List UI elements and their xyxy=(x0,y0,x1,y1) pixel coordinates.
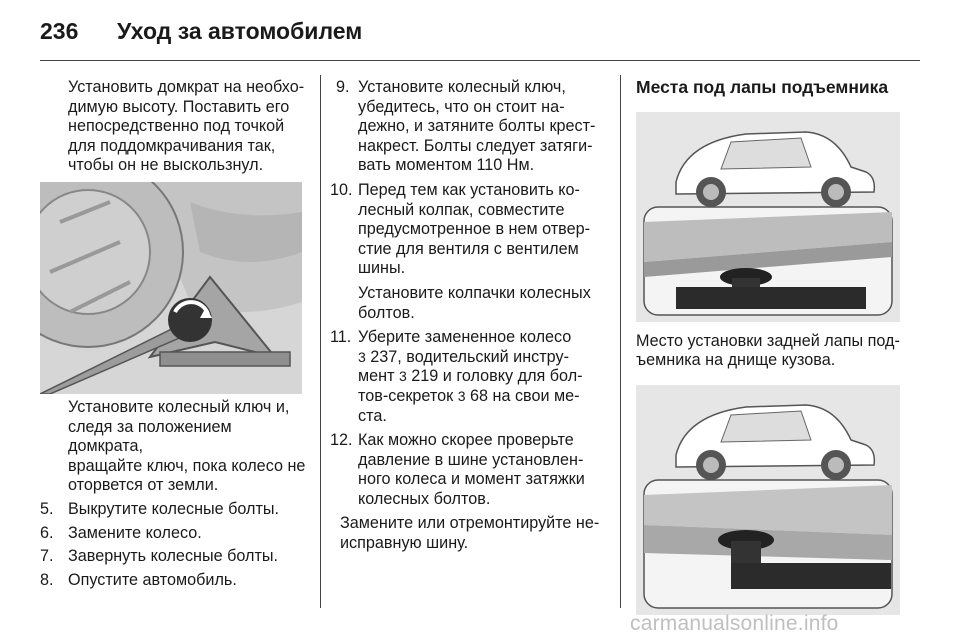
list-item xyxy=(330,431,610,509)
text-line: Перед тем как установить ко- xyxy=(358,180,580,199)
text-fragment: мент xyxy=(358,367,395,386)
text-line: Установите колпачки колесных xyxy=(358,283,591,302)
list-item xyxy=(330,78,610,176)
page-ref-arrow-icon: 3 xyxy=(358,348,366,365)
column-2 xyxy=(330,78,610,554)
list-item xyxy=(40,500,308,520)
text-line: Установить домкрат на необхо- xyxy=(68,78,305,96)
text-fragment: 237, водительский инстру- xyxy=(370,347,569,366)
text-line: Как можно скорее проверьте xyxy=(358,431,574,450)
text-line: Место установки задней лапы под- xyxy=(636,331,900,350)
text-line: колесных болтов. xyxy=(358,489,491,508)
text-line: вать моментом 110 Нм. xyxy=(358,156,535,175)
text-line: шины. xyxy=(358,259,406,278)
jack-illustration xyxy=(40,182,302,394)
step-number: 5. xyxy=(40,499,54,518)
text-line: Замените или отремонтируйте не- xyxy=(340,514,600,533)
closing-paragraph xyxy=(330,514,610,553)
step-number: 11. xyxy=(330,328,352,347)
text-line: димую высоту. Поставить его xyxy=(68,97,290,116)
text-fragment: 219 и головку для бол- xyxy=(411,367,583,386)
figure-caption xyxy=(636,332,926,371)
page-number: 236 xyxy=(40,18,79,44)
text-line: чтобы он не выскользнул. xyxy=(68,156,264,175)
text-line xyxy=(358,367,610,387)
list-item xyxy=(330,181,610,323)
step-number: 8. xyxy=(40,570,54,589)
text-line: стие для вентиля с вентилем xyxy=(358,239,579,258)
text-line: предусмотренное в нем отвер- xyxy=(358,220,590,239)
steps-list xyxy=(40,500,308,590)
step-number: 10. xyxy=(330,180,353,199)
column-3 xyxy=(636,78,926,615)
text-line: оторвется от земли. xyxy=(68,476,219,495)
page-ref-arrow-icon: 3 xyxy=(399,368,407,385)
text-line xyxy=(358,387,610,407)
list-item xyxy=(40,547,308,567)
text-line: накрест. Болты следует затяги- xyxy=(358,136,593,155)
list-item xyxy=(40,571,308,591)
text-fragment: 68 на свои ме- xyxy=(470,386,580,405)
watermark: carmanualsonline.info xyxy=(630,612,839,635)
lift-point-illustration-rear xyxy=(636,385,900,615)
section-heading: Места под лапы подъемника xyxy=(636,77,889,97)
page-ref-arrow-icon: 3 xyxy=(457,387,466,404)
intro-paragraph xyxy=(40,78,308,176)
step-text: Завернуть колесные болты. xyxy=(68,547,279,566)
text-line: давление в шине установлен- xyxy=(358,450,584,469)
column-divider-1 xyxy=(320,75,321,608)
text-line xyxy=(358,348,610,368)
text-line: для поддомкрачивания так, xyxy=(68,136,276,155)
step-number: 7. xyxy=(40,547,54,566)
step-number: 6. xyxy=(40,523,54,542)
column-1 xyxy=(40,78,308,590)
text-fragment: тов-секреток xyxy=(358,386,454,405)
text-line: ъемника на днище кузова. xyxy=(636,351,836,370)
jack-instruction xyxy=(40,398,308,496)
page-header xyxy=(0,0,960,62)
text-line: следя за положением домкрата, xyxy=(68,417,232,456)
text-line: ного колеса и момент затяжки xyxy=(358,470,585,489)
text-line: исправную шину. xyxy=(340,534,469,553)
text-line: убедитесь, что он стоит на- xyxy=(358,97,565,116)
header-divider xyxy=(40,60,920,61)
lift-point-illustration-front xyxy=(636,112,900,322)
step-number: 12. xyxy=(330,431,353,450)
text-line: ста. xyxy=(358,406,387,425)
step-text: Выкрутите колесные болты. xyxy=(68,499,280,518)
text-line: болтов. xyxy=(358,303,415,322)
list-item xyxy=(40,524,308,544)
text-line: дежно, и затяните болты крест- xyxy=(358,117,596,136)
text-line: Уберите замененное колесо xyxy=(358,328,572,347)
step-text: Замените колесо. xyxy=(68,523,202,542)
text-line: Установите колесный ключ и, xyxy=(68,397,290,416)
text-line: Установите колесный ключ, xyxy=(358,78,566,96)
column-divider-2 xyxy=(620,75,621,608)
step-number: 9. xyxy=(336,78,350,96)
list-item xyxy=(330,328,610,426)
text-line: вращайте ключ, пока колесо не xyxy=(68,456,306,475)
page-title: Уход за автомобилем xyxy=(117,18,363,44)
text-line: непосредственно под точкой xyxy=(68,117,285,136)
text-line: лесный колпак, совместите xyxy=(358,200,565,219)
step-text: Опустите автомобиль. xyxy=(68,570,237,589)
